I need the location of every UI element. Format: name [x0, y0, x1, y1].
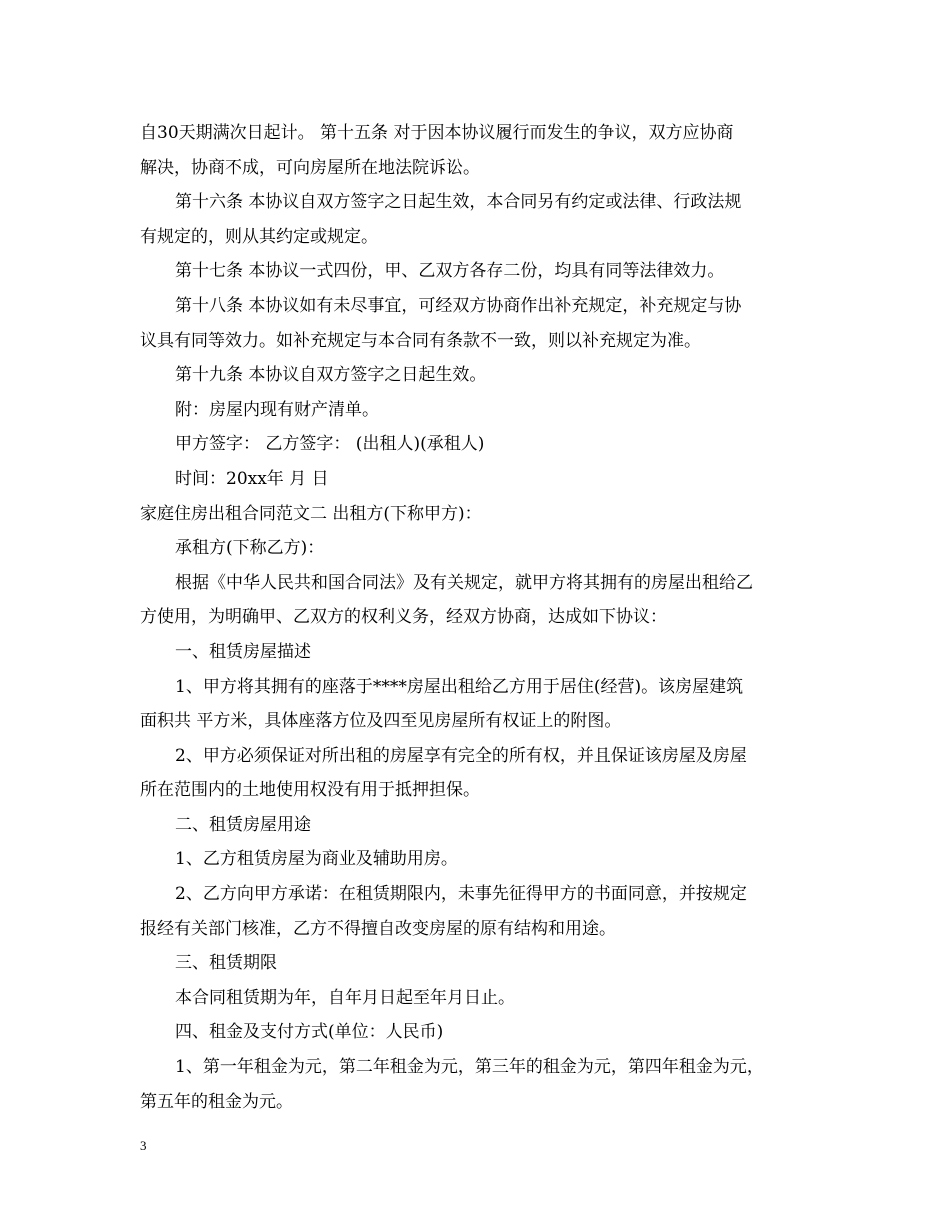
text-line: 解决，协商不成，可向房屋所在地法院诉讼。 — [140, 157, 480, 178]
text-line: 1、乙方租赁房屋为商业及辅助用房。 — [175, 849, 458, 870]
text-line: 一、租赁房屋描述 — [175, 641, 311, 662]
text-line: 附：房屋内现有财产清单。 — [175, 399, 379, 420]
text-line: 第五年的租金为元。 — [140, 1091, 293, 1112]
text-line: 四、租金及支付方式(单位：人民币) — [175, 1022, 444, 1043]
text-line: 根据《中华人民共和国合同法》及有关规定，就甲方将其拥有的房屋出租给乙 — [175, 572, 753, 593]
text-line: 面积共 平方米，具体座落方位及四至见房屋所有权证上的附图。 — [140, 711, 622, 732]
text-line: 1、第一年租金为元，第二年租金为元，第三年的租金为元，第四年租金为元， — [175, 1057, 764, 1078]
text-line: 第十六条 本协议自双方签字之日起生效，本合同另有约定或法律、行政法规 — [175, 192, 742, 213]
text-line: 所在范围内的土地使用权没有用于抵押担保。 — [140, 780, 480, 801]
document-body — [140, 116, 830, 1119]
text-line: 1、甲方将其拥有的座落于****房屋出租给乙方用于居住(经营)。该房屋建筑 — [175, 676, 744, 697]
page-number: 3 — [140, 1138, 147, 1153]
text-line: 二、租赁房屋用途 — [175, 814, 311, 835]
text-line: 报经有关部门核准，乙方不得擅自改变房屋的原有结构和用途。 — [140, 918, 616, 939]
text-line: 甲方签字： 乙方签字： (出租人)(承租人) — [175, 434, 485, 455]
text-line: 第十九条 本协议自双方签字之日起生效。 — [175, 365, 487, 386]
text-line: 时间：20xx年 月 日 — [175, 468, 329, 489]
text-line: 议具有同等效力。如补充规定与本合同有条款不一致，则以补充规定为准。 — [140, 330, 701, 351]
text-line: 2、甲方必须保证对所出租的房屋享有完全的所有权，并且保证该房屋及房屋 — [175, 745, 747, 766]
text-line: 三、租赁期限 — [175, 953, 277, 974]
text-line: 有规定的，则从其约定或规定。 — [140, 226, 378, 247]
text-line: 承租方(下称乙方)： — [175, 538, 325, 559]
text-line: 第十八条 本协议如有未尽事宜，可经双方协商作出补充规定，补充规定与协 — [175, 295, 742, 316]
text-line: 2、乙方向甲方承诺：在租赁期限内，未事先征得甲方的书面同意，并按规定 — [175, 884, 747, 905]
text-line: 家庭住房出租合同范文二 出租方(下称甲方)： — [140, 503, 482, 524]
text-line: 本合同租赁期为年，自年月日起至年月日止。 — [175, 987, 515, 1008]
text-line: 自30天期满次日起计。 第十五条 对于因本协议履行而发生的争议，双方应协商 — [140, 123, 734, 143]
text-line: 方使用，为明确甲、乙双方的权利义务，经双方协商，达成如下协议： — [140, 607, 667, 628]
text-line: 第十七条 本协议一式四份，甲、乙双方各存二份，均具有同等法律效力。 — [175, 261, 725, 282]
